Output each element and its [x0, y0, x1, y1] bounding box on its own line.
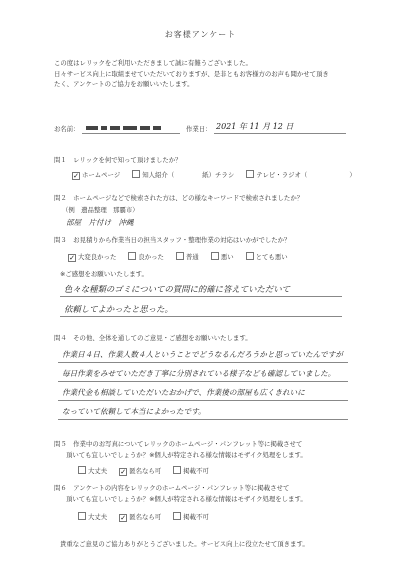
q1-options	[72, 170, 356, 180]
q1-option-tv-radio[interactable]: テレビ・ラジオ（	[246, 171, 307, 179]
date-label: 作業日：	[186, 125, 212, 133]
q2-example: （例 遺品整理 那覇市）	[62, 206, 139, 214]
q5-option-ok[interactable]: 大丈夫	[78, 467, 107, 475]
q3-option-very-bad[interactable]: とても悪い	[246, 253, 288, 261]
q3-answer-line: 依頼してよかったと思った。	[64, 304, 173, 314]
checkbox[interactable]	[211, 252, 219, 260]
intro-line: たく、アンケートのご協力をお願いいたします。	[54, 80, 194, 88]
intro-line: 日々サービス向上に取組ませていただいておりますが、是非ともお客様方のお声も聞かせて頂き	[54, 69, 329, 78]
q2-question: 問２ ホームページなどで検索された方は、どの様なキーワードで検索されましたか？	[54, 194, 304, 202]
checkbox[interactable]	[173, 466, 181, 474]
q1-option-homepage[interactable]: ✓ ホームページ	[73, 171, 121, 180]
q4-answer-line: 作業日４日、作業人数４人ということでどうなるんだろうかと思っていたんですが	[62, 350, 343, 359]
q3-question: 問３ お見積りから作業当日の担当スタッフ・整理作業の対応はいかがでしたか？	[54, 236, 291, 244]
q3-option-normal[interactable]: 普通	[176, 253, 199, 261]
name-underline	[82, 133, 180, 134]
q3-option-bad[interactable]: 悪い	[211, 253, 234, 261]
q4-question: 問４ その他、全体を通してのご意見・ご感想をお願いいたします。	[54, 334, 252, 342]
checkbox-checked[interactable]: ✓	[120, 468, 127, 476]
date-underline	[214, 133, 346, 134]
q6-options	[78, 512, 219, 522]
q3-answer-line: 色々な種類のゴミについての質問に的確に答えていただいて	[64, 284, 290, 294]
q6-question-line: 問６ アンケートの内容をレリックのホームページ・パンフレット等に掲載させて	[54, 484, 290, 492]
q5-options	[78, 466, 219, 476]
q6-question-line: 頂いても宜しいでしょうか？※個人が特定される様な情報はモザイク処理をします。	[66, 495, 307, 503]
name-label: お名前：	[54, 125, 80, 133]
name-value-redacted	[86, 124, 164, 133]
q1-question: 問１ レリックを何で知って頂けましたか？	[54, 156, 182, 164]
checkbox[interactable]	[173, 512, 181, 520]
intro-text	[54, 58, 329, 90]
answer-rule	[58, 362, 348, 363]
answer-rule	[60, 316, 342, 317]
q4-answer-line: なっていて依頼して本当によかったです。	[62, 407, 206, 416]
q3-option-good[interactable]: 良かった	[128, 253, 164, 261]
checkbox[interactable]	[78, 512, 86, 520]
q5-question-line: 頂いても宜しいでしょうか？※個人が特定される様な情報はモザイク処理をします。	[66, 451, 307, 459]
answer-rule	[58, 400, 348, 401]
answer-rule	[58, 381, 348, 382]
q1-close-paren: ）	[349, 171, 356, 179]
checkbox[interactable]	[176, 252, 184, 260]
date-value: 2021 年 11 月 12 日	[216, 122, 294, 131]
answer-rule	[60, 296, 342, 297]
checkbox-checked[interactable]: ✓	[120, 514, 127, 522]
q3-comment-label: ※ご感想をお願いいたします。	[60, 270, 148, 278]
q6-option-not-allowed[interactable]: 掲載不可	[173, 513, 209, 521]
closing-text: 貴重なご意見のご協力ありがとうございました。サービス向上に役立たせて頂きます。	[60, 540, 309, 548]
q3-options	[68, 252, 298, 262]
q6-option-anonymous[interactable]: ✓ 匿名なら可	[120, 513, 162, 522]
q1-option-referral[interactable]: 知人紹介（	[132, 171, 174, 179]
page-title: お客様アンケート	[164, 30, 237, 39]
q1-option-flyer[interactable]: 紙）チラシ	[202, 171, 235, 179]
q3-option-very-good[interactable]: ✓ 大変良かった	[69, 253, 117, 262]
checkbox[interactable]	[78, 466, 86, 474]
q5-option-anonymous[interactable]: ✓ 匿名なら可	[120, 467, 162, 476]
checkbox[interactable]	[128, 252, 136, 260]
answer-rule	[58, 419, 348, 420]
q5-question-line: 問５ 作業中のお写真についてレリックのホームページ・パンフレット等に掲載させて	[54, 440, 303, 448]
intro-line: この度はレリックをご利用いただきまして誠に有難うございました。	[54, 59, 252, 67]
checkbox-checked[interactable]: ✓	[69, 254, 75, 262]
checkbox[interactable]	[132, 170, 140, 178]
checkbox[interactable]	[246, 170, 254, 178]
q4-answer-line: 毎日作業をみせていただき丁寧に分別されている様子なども確認していました。	[62, 369, 336, 378]
q5-option-not-allowed[interactable]: 掲載不可	[173, 467, 209, 475]
q4-answer-line: 作業代金も相談していただいたおかげで、作業後の部屋も広くきれいに	[62, 388, 305, 397]
checkbox[interactable]	[246, 252, 254, 260]
q6-option-ok[interactable]: 大丈夫	[78, 513, 107, 521]
checkbox-checked[interactable]: ✓	[73, 172, 79, 180]
q2-answer: 部屋 片付け 沖縄	[66, 218, 134, 227]
